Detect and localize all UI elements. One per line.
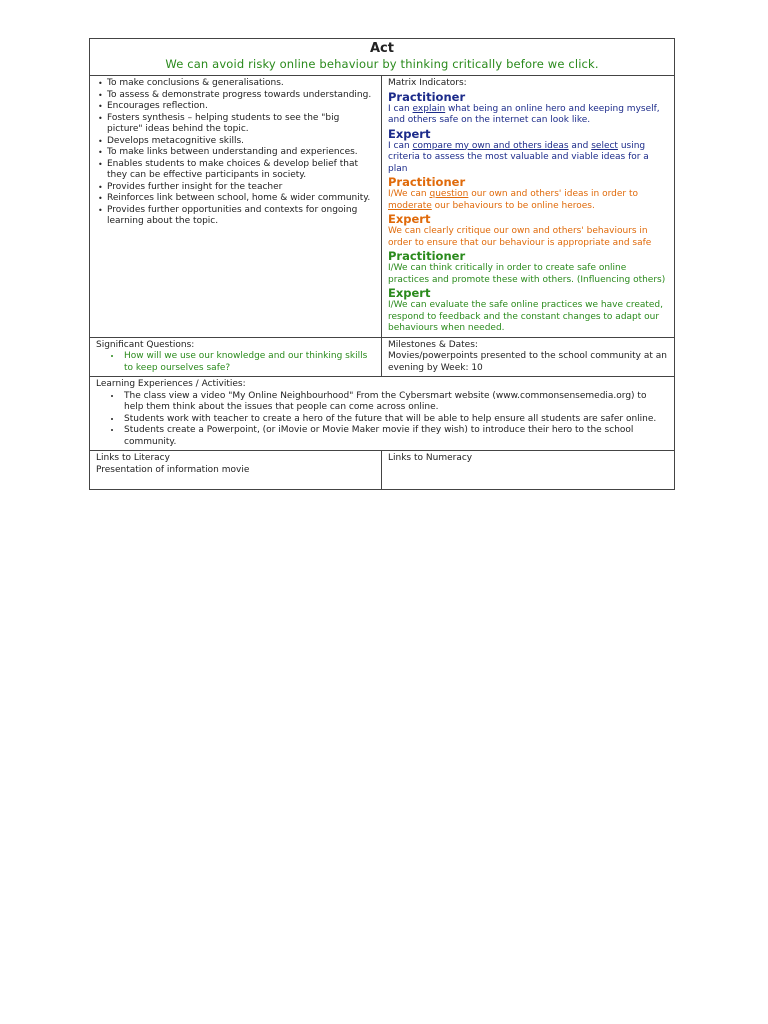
page-subtitle: We can avoid risky online behaviour by thinking critically before we click.	[165, 57, 599, 71]
milestones-cell	[382, 338, 674, 377]
blue-expert-text: I can compare my own and others ideas and select using criteria to assess the most valuable and viable ideas for a plan	[388, 140, 649, 174]
learning-item: • Students create a Powerpoint, (or iMovie or Movie Maker movie if they wish) to introduce their hero to the school community.	[122, 425, 668, 448]
significant-questions-list	[96, 351, 375, 374]
purpose-item: • Provides further insight for the teacher	[96, 182, 375, 194]
significant-questions-label: Significant Questions:	[96, 339, 195, 350]
learning-item: • The class view a video "My Online Neighbourhood" From the Cybersmart website (www.commonsensemedia.org) to help them think about the issues that people can come across online.	[122, 391, 668, 414]
learning-row	[90, 376, 674, 450]
milestones-text: Movies/powerpoints presented to the school community at an evening by Week: 10	[388, 351, 667, 373]
green-expert-text: I/We can evaluate the safe online practices we have created, respond to feedback and the constant changes to adapt our behaviours when needed.	[388, 300, 664, 333]
header-row	[90, 39, 674, 75]
green-practitioner-text: I/We can think critically in order to create safe online practices and promote these with others. (Influencing others)	[388, 263, 666, 285]
green-expert-heading: Expert	[388, 286, 431, 300]
links-row	[90, 450, 674, 489]
purpose-item: • Develops metacognitive skills.	[96, 136, 375, 148]
literacy-cell	[90, 451, 382, 489]
green-practitioner-heading: Practitioner	[388, 249, 466, 263]
matrix-label: Matrix Indicators:	[388, 78, 467, 88]
numeracy-label: Links to Numeracy	[388, 453, 473, 463]
unit-plan-table	[89, 38, 675, 490]
significant-question-item: • How will we use our knowledge and our thinking skills to keep ourselves safe?	[122, 351, 375, 374]
orange-practitioner-heading: Practitioner	[388, 175, 466, 189]
learning-cell	[90, 377, 674, 450]
purpose-item: • Provides further opportunities and contexts for ongoing learning about the topic.	[96, 205, 375, 228]
significant-questions-cell	[90, 338, 382, 377]
purpose-item: • Fosters synthesis – helping students to see the "big picture" ideas behind the topic.	[96, 113, 375, 136]
literacy-label: Links to Literacy	[96, 453, 170, 463]
matrix-cell	[382, 76, 674, 337]
purpose-item: • Reinforces link between school, home & wider community.	[96, 193, 375, 205]
blue-practitioner-text: I can explain what being an online hero and keeping myself, and others safe on the internet can look like.	[388, 103, 660, 125]
milestones-label: Milestones & Dates:	[388, 339, 478, 350]
orange-expert-heading: Expert	[388, 212, 431, 226]
purpose-item: • Encourages reflection.	[96, 101, 375, 113]
purpose-item: • To make links between understanding and experiences.	[96, 147, 375, 159]
orange-expert-text: We can clearly critique our own and others' behaviours in order to ensure that our behaviour is appropriate and safe	[388, 226, 652, 248]
blue-expert-heading: Expert	[388, 126, 431, 141]
orange-practitioner-text: I/We can question our own and others' ideas in order to moderate our behaviours to be online heroes.	[388, 189, 639, 211]
purpose-item: • Enables students to make choices & develop belief that they can be effective participants in society.	[96, 159, 375, 182]
blue-practitioner-heading: Practitioner	[388, 89, 466, 104]
header-cell	[90, 39, 674, 75]
learning-item: • Students work with teacher to create a hero of the future that will be able to help ensure all students are safer online.	[122, 414, 668, 426]
learning-label: Learning Experiences / Activities:	[96, 379, 246, 389]
purposes-cell	[90, 76, 382, 337]
purpose-item: • To make conclusions & generalisations.	[96, 78, 375, 90]
purposes-list	[96, 78, 375, 228]
page-title: Act	[370, 41, 394, 56]
purpose-item: • To assess & demonstrate progress towards understanding.	[96, 90, 375, 102]
purpose-matrix-row	[90, 75, 674, 337]
learning-list	[96, 391, 668, 449]
questions-milestones-row	[90, 337, 674, 377]
literacy-text: Presentation of information movie	[96, 464, 250, 475]
numeracy-cell	[382, 451, 674, 489]
